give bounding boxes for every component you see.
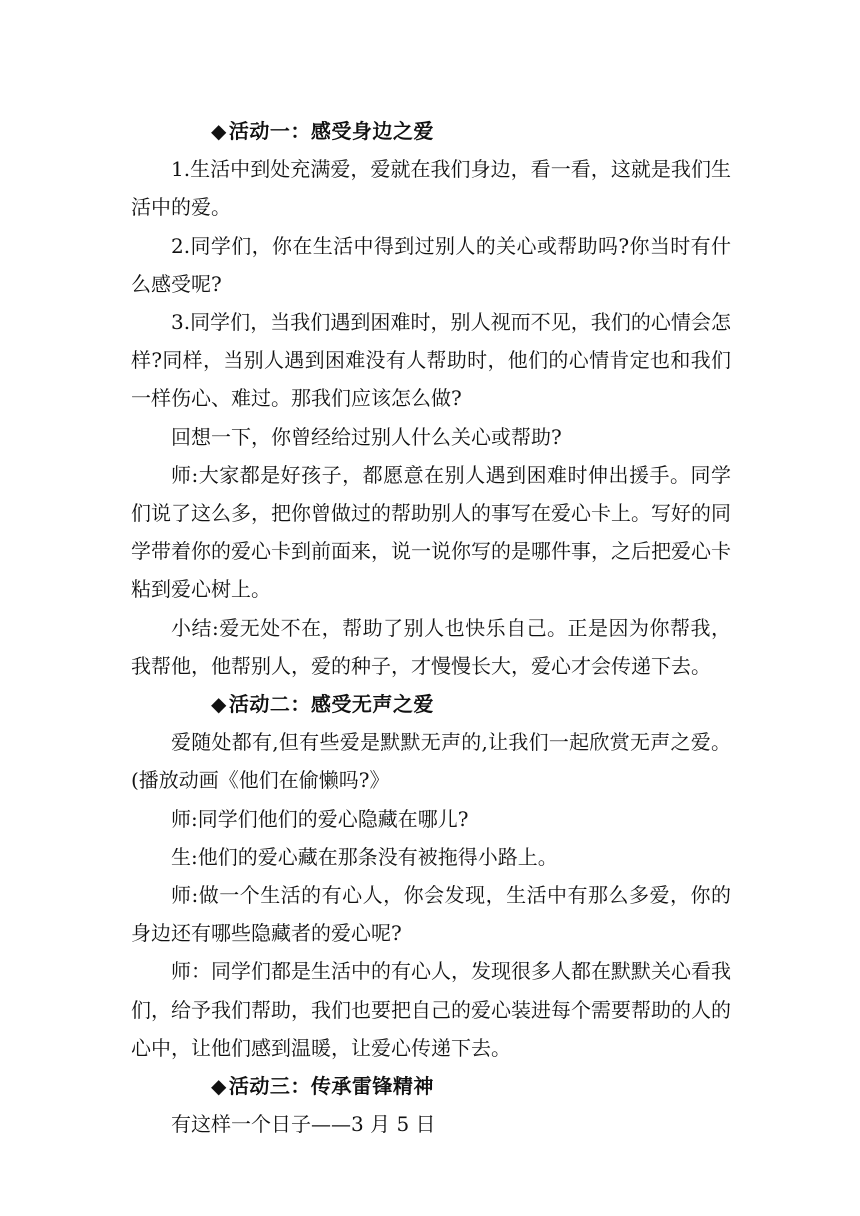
- paragraph: 有这样一个日子——3 月 5 日: [171, 1112, 436, 1137]
- diamond-bullet-icon: ◆: [211, 1074, 227, 1099]
- paragraph: 小结:爱无处不在，帮助了别人也快乐自己。正是因为你帮我，我帮他，他帮别人，爱的种子，才慢慢长大，爱心才会传递下去。: [131, 615, 731, 678]
- paragraph: 师：同学们都是生活中的有心人，发现很多人都在默默关心看我们，给予我们帮助，我们也要把自己的爱心装进每个需要帮助的人的心中，让他们感到温暖，让爱心传递下去。: [131, 959, 731, 1060]
- diamond-bullet-icon: ◆: [211, 119, 227, 143]
- paragraph: 师:做一个生活的有心人，你会发现，生活中有那么多爱，你的身边还有哪些隐藏者的爱心呢?: [131, 883, 731, 946]
- paragraph: 师:同学们他们的爱心隐藏在哪儿?: [171, 806, 469, 831]
- paragraph: 1.生活中到处充满爱，爱就在我们身边，看一看，这就是我们生活中的爱。: [131, 157, 731, 220]
- section-heading-text: 活动二：感受无声之爱: [228, 692, 434, 717]
- paragraph: 3.同学们，当我们遇到困难时，别人视而不见，我们的心情会怎样?同样，当别人遇到困难没有人帮助时，他们的心情肯定也和我们一样伤心、难过。那我们应该怎么做?: [131, 310, 731, 411]
- paragraph: 生:他们的爱心藏在那条没有被拖得小路上。: [171, 844, 558, 869]
- section-heading-1: [131, 112, 731, 150]
- section-heading-3: [131, 1067, 731, 1105]
- section-heading-text: 活动一：感受身边之爱: [228, 119, 434, 143]
- diamond-bullet-icon: ◆: [211, 692, 227, 717]
- paragraph: 2.同学们，你在生活中得到过别人的关心或帮助吗?你当时有什么感受呢?: [131, 233, 731, 296]
- document-body: [131, 112, 731, 1143]
- paragraph: 师:大家都是好孩子，都愿意在别人遇到困难时伸出援手。同学们说了这么多，把你曾做过的帮助别人的事写在爱心卡上。写好的同学带着你的爱心卡到前面来，说一说你写的是哪件事，之后把爱心卡粘到爱心树上。: [131, 462, 731, 602]
- section-heading-2: [131, 685, 731, 723]
- paragraph: 爱随处都有,但有些爱是默默无声的,让我们一起欣赏无声之爱。(播放动画《他们在偷懒吗?》: [131, 730, 731, 793]
- section-heading-text: 活动三：传承雷锋精神: [228, 1074, 434, 1099]
- paragraph: 回想一下，你曾经给过别人什么关心或帮助?: [171, 424, 562, 449]
